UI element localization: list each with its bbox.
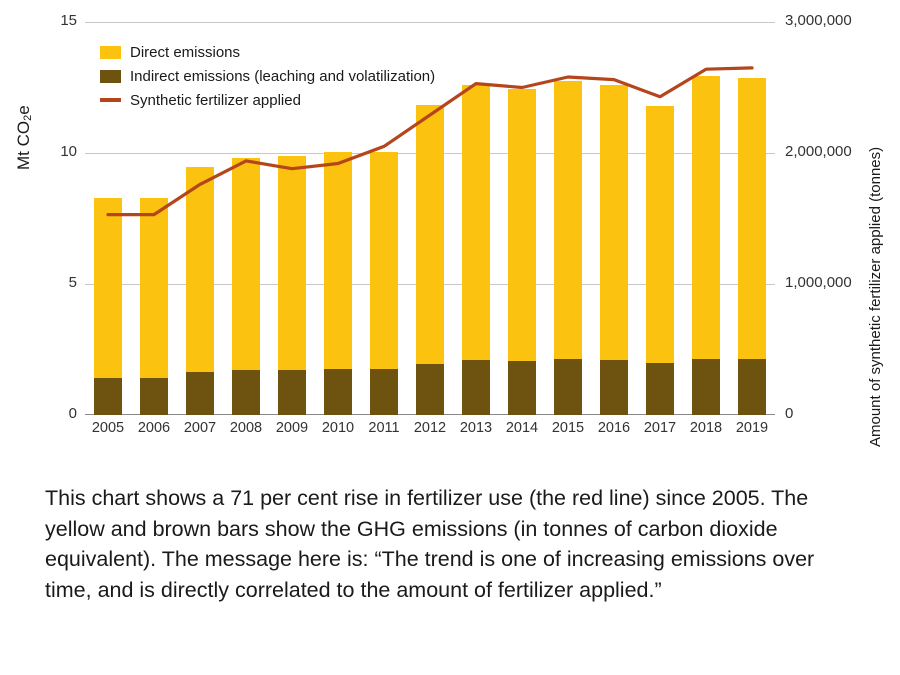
legend-item-label: Direct emissions	[130, 43, 241, 61]
y-axis-left-tick-label: 15	[60, 12, 77, 29]
legend-item-label: Synthetic fertilizer applied	[130, 91, 301, 109]
legend-swatch-icon	[100, 70, 121, 83]
x-axis-tick-label: 2007	[183, 420, 217, 436]
y-axis-left-tick-label: 5	[68, 274, 77, 291]
y-axis-right-tick-label: 2,000,000	[785, 143, 852, 160]
y-axis-right-tick-label: 1,000,000	[785, 274, 852, 291]
x-axis-tick-label: 2013	[459, 420, 493, 436]
x-axis-tick-label: 2011	[368, 420, 400, 436]
y-axis-left-title-main: Mt CO	[14, 120, 33, 170]
y-axis-right-tick-label: 0	[785, 405, 794, 422]
legend-item[interactable]	[100, 40, 435, 64]
x-axis-tick-label: 2006	[137, 420, 171, 436]
legend-line-icon	[100, 98, 121, 102]
x-axis-tick-label: 2019	[735, 420, 769, 436]
x-axis-tick-label: 2012	[413, 420, 447, 436]
y-axis-right-tick-label: 3,000,000	[785, 12, 852, 29]
x-axis-tick-label: 2010	[321, 420, 355, 436]
x-axis-tick-labels	[85, 420, 775, 446]
x-axis-tick-label: 2018	[689, 420, 723, 436]
legend-item-label: Indirect emissions (leaching and volatilization)	[130, 67, 436, 85]
x-axis-tick-label: 2015	[551, 420, 585, 436]
y-axis-left-title-tail: e	[14, 105, 33, 115]
x-axis-tick-label: 2016	[597, 420, 631, 436]
y-axis-right-title: Amount of synthetic fertilizer applied (tonnes)	[867, 146, 884, 447]
legend-item[interactable]	[100, 88, 435, 112]
caption-text: This chart shows a 71 per cent rise in fertilizer use (the red line) since 2005. The yellow and brown bars show the GHG emissions (in tonnes of carbon dioxide equivalent). The message here is: “The trend is one of increasing emissions over time, and is directly correlated to the amount of fertilizer applied.”	[45, 486, 815, 602]
y-axis-left-title-subscript: 2	[22, 114, 34, 121]
legend-item[interactable]	[100, 64, 435, 88]
x-axis-tick-label: 2017	[643, 420, 677, 436]
chart-legend	[100, 40, 435, 112]
x-axis-tick-label: 2005	[91, 420, 125, 436]
y-axis-left-title	[14, 105, 34, 170]
x-axis-tick-label: 2008	[229, 420, 263, 436]
x-axis-tick-label: 2009	[275, 420, 309, 436]
y-axis-left-tick-label: 0	[68, 405, 77, 422]
legend-swatch-icon	[100, 46, 121, 59]
y-axis-left-tick-label: 10	[60, 143, 77, 160]
x-axis-tick-label: 2014	[505, 420, 539, 436]
